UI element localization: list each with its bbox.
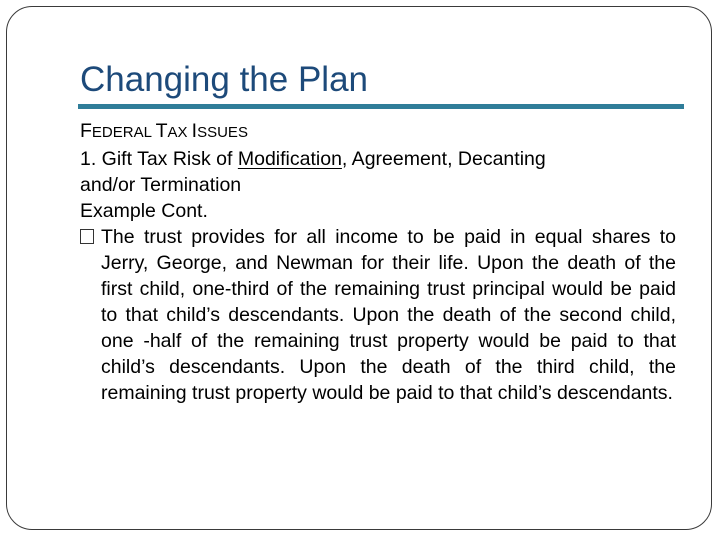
heading-smallcaps-ederal: EDERAL bbox=[91, 124, 156, 141]
title-underline-rule bbox=[78, 104, 684, 109]
slide-body bbox=[80, 118, 676, 406]
heading-smallcaps-ax: AX bbox=[167, 124, 192, 141]
item-suffix: , Agreement, Decanting bbox=[341, 148, 546, 170]
heading-cap-i: I bbox=[191, 120, 198, 142]
item-line-1 bbox=[80, 146, 676, 172]
bullet-paragraph: The trust provides for all income to be paid in equal shares to Jerry, George, and Newman for their life. Upon the death of the first child, one-third of the remaining trust principal would be paid to that child’s descendants. Upon the death of the second child, one -half of the remaining trust property would be paid to that child’s descendants. Upon the death of the third child, the remaining trust property would be paid to that child’s descendants. bbox=[101, 226, 676, 404]
heading-cap-t: T bbox=[155, 120, 168, 142]
bullet-item bbox=[80, 224, 676, 406]
item-underlined-term: Modification bbox=[237, 148, 342, 170]
item-line-2: and/or Termination bbox=[80, 174, 242, 196]
heading-smallcaps-ssues: SSUES bbox=[197, 124, 248, 141]
square-bullet-icon bbox=[80, 229, 94, 244]
example-label: Example Cont. bbox=[80, 200, 208, 222]
item-prefix: 1. Gift Tax Risk of bbox=[80, 148, 238, 170]
section-heading bbox=[80, 118, 676, 146]
heading-cap-f: F bbox=[80, 120, 92, 142]
slide-title: Changing the Plan bbox=[80, 60, 368, 99]
